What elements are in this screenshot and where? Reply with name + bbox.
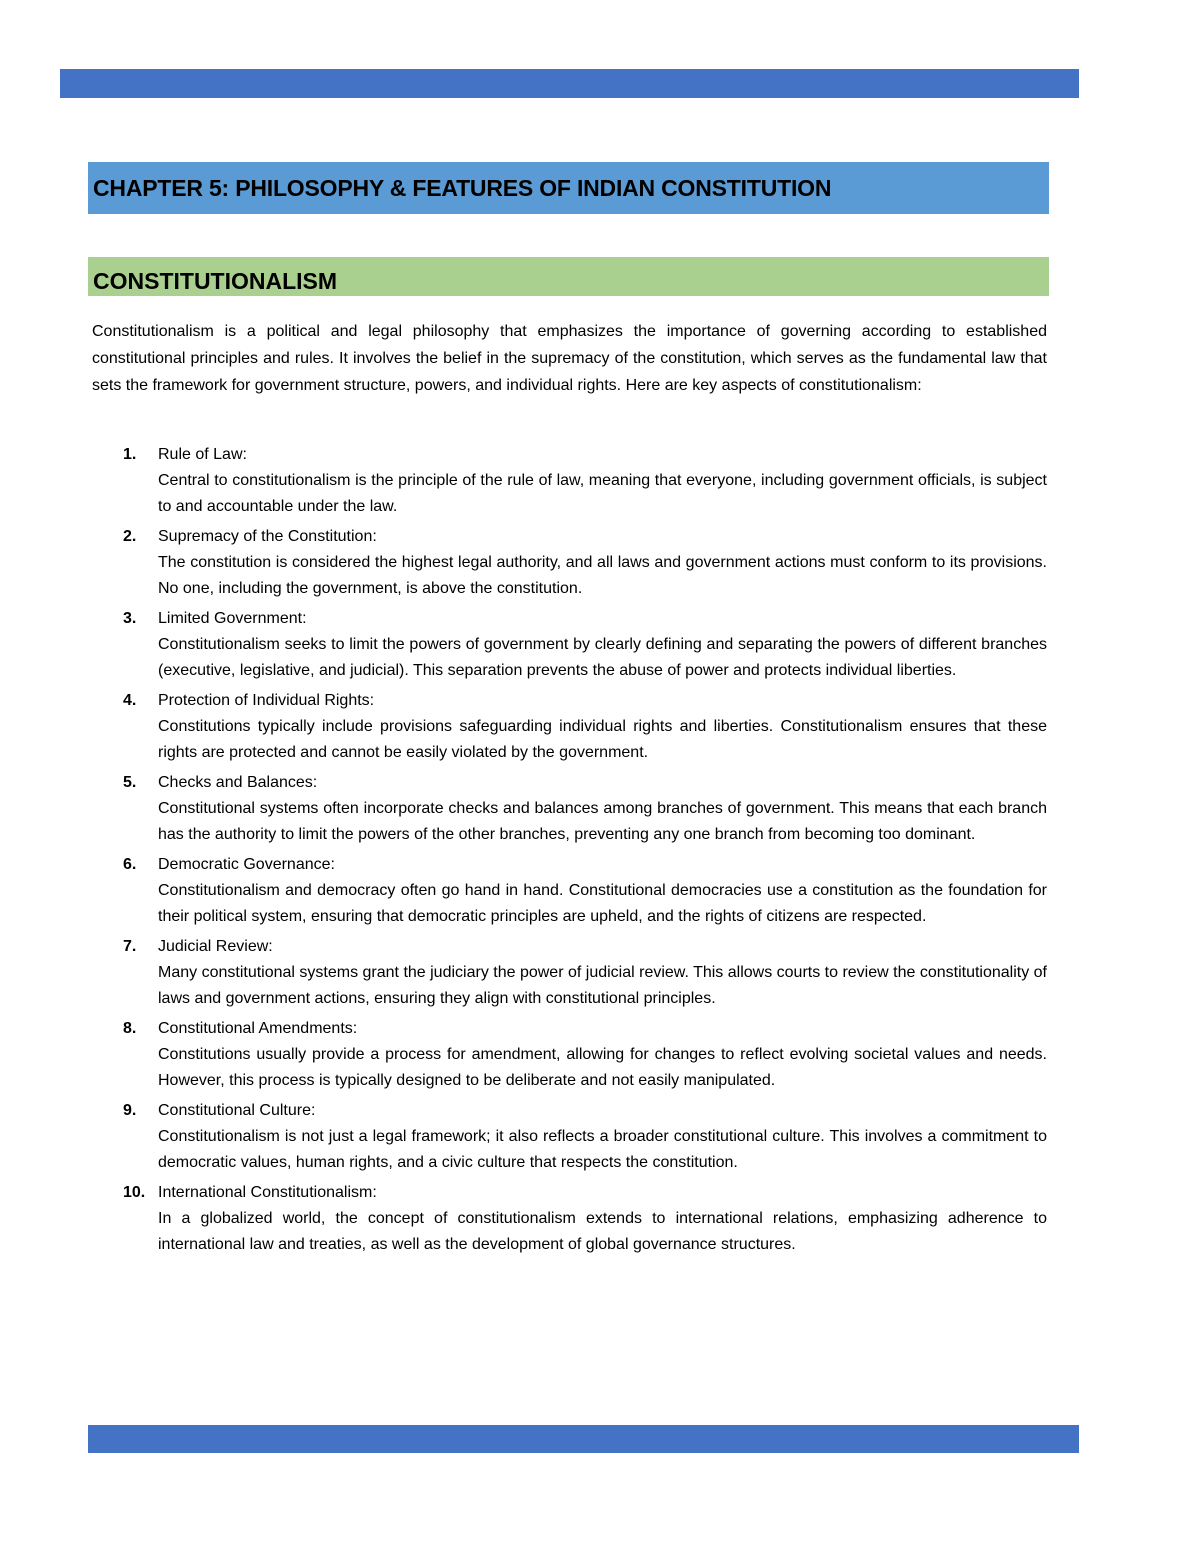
list-item (92, 1179, 1047, 1258)
list-item-heading: Supremacy of the Constitution: (158, 528, 377, 545)
list-item (92, 1015, 1047, 1094)
intro-paragraph: Constitutionalism is a political and legal philosophy that emphasizes the importance of governing according to established constitutional principles and rules. It involves the belief in the supremacy of the constitution, which serves as the fundamental law that sets the framework for government structure, powers, and individual rights. Here are key aspects of constitutionalism: (92, 323, 1047, 394)
list-item-heading: Checks and Balances: (158, 774, 318, 791)
list-item-number: 9. (123, 1102, 137, 1119)
list-item (92, 605, 1047, 684)
list-item-text: Constitutionalism is not just a legal framework; it also reflects a broader constitutional culture. This involves a commitment to democratic values, human rights, and a civic culture that respects the constitution. (158, 1128, 1047, 1171)
chapter-title: CHAPTER 5: PHILOSOPHY & FEATURES OF INDIAN CONSTITUTION (93, 174, 832, 201)
list-item-heading: Constitutional Culture: (158, 1102, 316, 1119)
list-item (92, 851, 1047, 930)
list-item-heading: Constitutional Amendments: (158, 1020, 358, 1037)
list-item-number: 7. (123, 938, 137, 955)
list-item-text: Many constitutional systems grant the judiciary the power of judicial review. This allows courts to review the constitutionality of laws and government actions, ensuring they align with constitutional principles. (158, 964, 1047, 1007)
header-rule (60, 69, 1079, 98)
list-item-heading: Rule of Law: (158, 446, 247, 463)
list-item (92, 441, 1047, 520)
list-item-text: Constitutionalism and democracy often go hand in hand. Constitutional democracies use a constitution as the foundation for their political system, ensuring that democratic principles are upheld, and the rights of citizens are respected. (158, 882, 1047, 925)
list-item-number: 3. (123, 610, 137, 627)
list-item (92, 769, 1047, 848)
list-item-heading: Protection of Individual Rights: (158, 692, 375, 709)
footer-rule (88, 1425, 1079, 1453)
section-banner (88, 257, 1049, 296)
list-item-number: 4. (123, 692, 137, 709)
list-item-text: Constitutions usually provide a process for amendment, allowing for changes to reflect evolving societal values and needs. However, this process is typically designed to be deliberate and not easily manipulated. (158, 1046, 1047, 1089)
list-item-number: 6. (123, 856, 137, 873)
list-item-text: In a globalized world, the concept of constitutionalism extends to international relations, emphasizing adherence to international law and treaties, as well as the development of global governance structures. (158, 1210, 1047, 1253)
list-item-number: 8. (123, 1020, 137, 1037)
section-title: CONSTITUTIONALISM (93, 268, 338, 294)
list-item-number: 5. (123, 774, 137, 791)
list-item (92, 933, 1047, 1012)
aspects-list (92, 441, 1047, 1261)
list-item-text: Central to constitutionalism is the principle of the rule of law, meaning that everyone, including government officials, is subject to and accountable under the law. (158, 472, 1047, 515)
list-item-heading: International Constitutionalism: (158, 1184, 377, 1201)
list-item (92, 687, 1047, 766)
list-item-text: Constitutions typically include provisions safeguarding individual rights and liberties. Constitutionalism ensures that these rights are protected and cannot be easily violated by the government. (158, 718, 1047, 761)
list-item-heading: Limited Government: (158, 610, 307, 627)
list-item-text: Constitutional systems often incorporate checks and balances among branches of government. This means that each branch has the authority to limit the powers of the other branches, preventing any one branch from becoming too dominant. (158, 800, 1047, 843)
list-item-text: The constitution is considered the highest legal authority, and all laws and government actions must conform to its provisions. No one, including the government, is above the constitution. (158, 554, 1047, 597)
list-item-heading: Democratic Governance: (158, 856, 335, 873)
list-item-number: 2. (123, 528, 137, 545)
list-item-number: 10. (123, 1184, 146, 1201)
list-item-text: Constitutionalism seeks to limit the powers of government by clearly defining and separating the powers of different branches (executive, legislative, and judicial). This separation prevents the abuse of power and protects individual liberties. (158, 636, 1047, 679)
chapter-banner (88, 162, 1049, 214)
list-item (92, 523, 1047, 602)
list-item-number: 1. (123, 446, 137, 463)
list-item (92, 1097, 1047, 1176)
list-item-heading: Judicial Review: (158, 938, 273, 955)
